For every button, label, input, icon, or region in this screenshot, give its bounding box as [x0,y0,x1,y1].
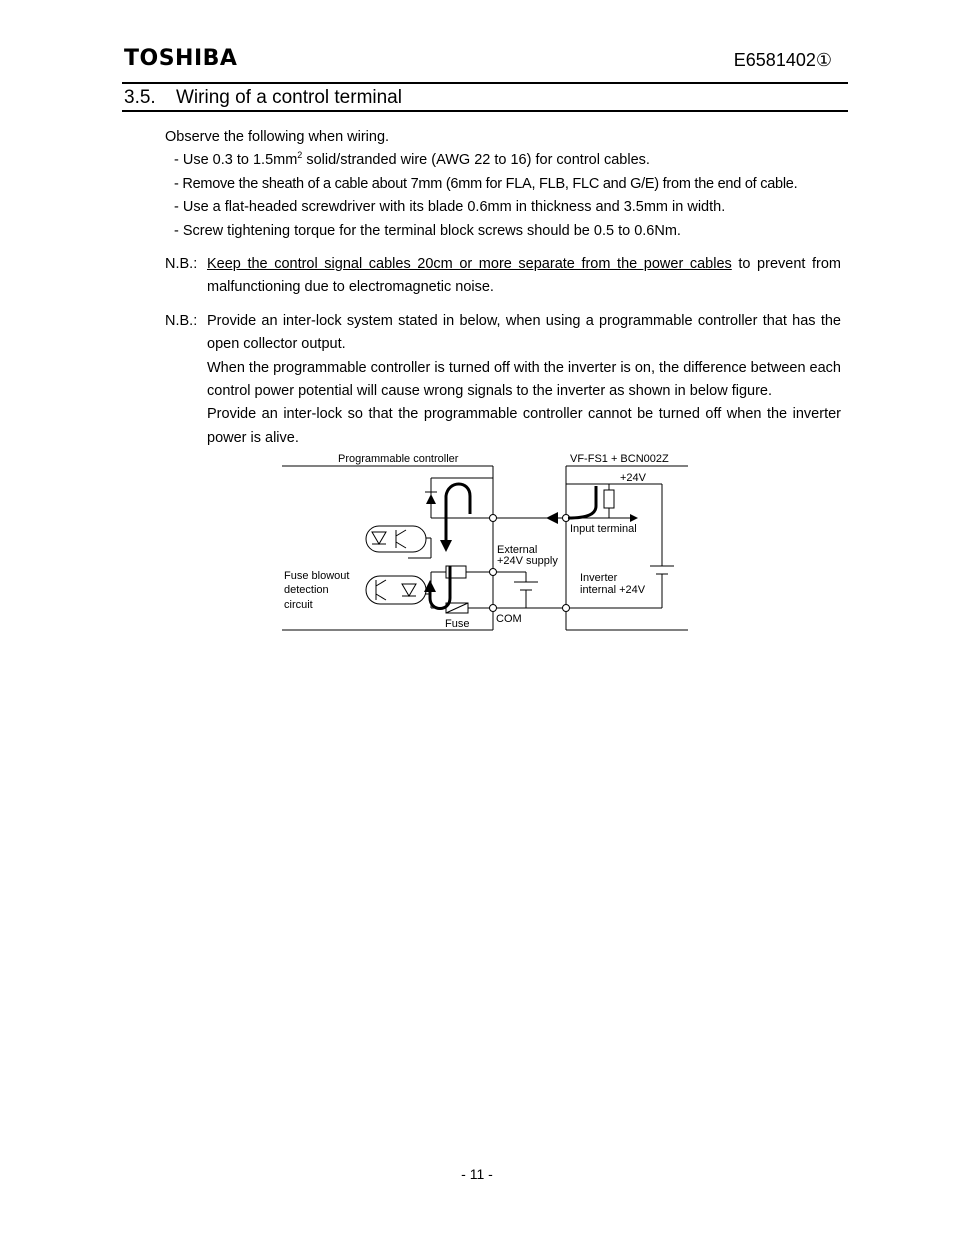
note-interlock [165,310,841,450]
bullet-torque: - Screw tightening torque for the terminal block screws should be 0.5 to 0.6Nm. [174,222,681,239]
page-number: - 11 - [461,1166,493,1182]
wiring-instructions [165,126,841,450]
optocoupler-2 [366,576,426,604]
label-fuse: Fuse [445,618,470,630]
header-rule [122,82,848,84]
note-paragraph: When the programmable controller is turned off with the inverter is on, the difference between each control power potential will cause wrong signals to the inverter as shown in below figure. [207,359,841,400]
note-paragraph: Provide an inter-lock so that the programmable controller cannot be turned off when the inverter power is alive. [207,406,841,446]
label-com: COM [496,613,522,625]
document-number: E6581402① [733,50,832,70]
section-heading [124,87,402,109]
toshiba-logo: TOSHIBA [124,46,238,71]
label-plus24v: +24V [620,472,646,484]
bullet-wire-size [165,149,841,172]
bullet-wire-size-text: - Use 0.3 to 1.5mm [174,152,298,169]
label-external-supply: +24V supply [497,555,558,567]
bullet-sheath: - Remove the sheath of a cable about 7mm (6mm for FLA, FLB, FLC and G/E) from the end of cable. [174,175,798,192]
note-label: N.B.: [165,256,198,273]
intro-text: Observe the following when wiring. [165,129,390,145]
note-rest: to prevent from malfunctioning due to electromagnetic noise. [207,256,842,296]
note-text [207,253,841,300]
arrow-head-down [440,540,452,552]
label-inverter-model: VF-FS1 + BCN002Z [570,453,669,465]
section-title: Wiring of a control terminal [176,87,402,108]
note-paragraph: Provide an inter-lock system stated in below, when using a programmable controller that has the open collector output. [207,312,841,353]
interlock-wiring-diagram [278,448,698,638]
wiring-diagram-svg [278,448,698,638]
superscript: 2 [297,150,303,161]
diode-symbol [426,494,436,504]
input-resistor [604,490,614,508]
bullet-screwdriver: - Use a flat-headed screwdriver with its blade 0.6mm in thickness and 3.5mm in width. [174,199,726,216]
note-text [207,310,841,450]
label-programmable-controller: Programmable controller [338,453,459,465]
label-inverter-internal: internal +24V [580,584,646,596]
label-fuse-blowout: Fuse blowout [284,570,350,582]
circuit-lines [282,466,688,630]
label-detection: detection [284,584,329,596]
section-number: 3.5. [124,87,156,108]
label-input-terminal: Input terminal [570,523,637,535]
label-inverter: Inverter [580,572,618,584]
note-label: N.B.: [165,312,198,329]
label-external: External [497,544,538,556]
note-underlined: Keep the control signal cables 20cm or more separate from the power cables [207,256,732,273]
bullet-wire-size-text-end: solid/stranded wire (AWG 22 to 16) for control cables. [302,152,650,169]
note-cable-separation [165,253,841,300]
heading-rule [122,110,848,112]
label-circuit: circuit [284,599,313,611]
arrow-head-left [546,512,558,524]
